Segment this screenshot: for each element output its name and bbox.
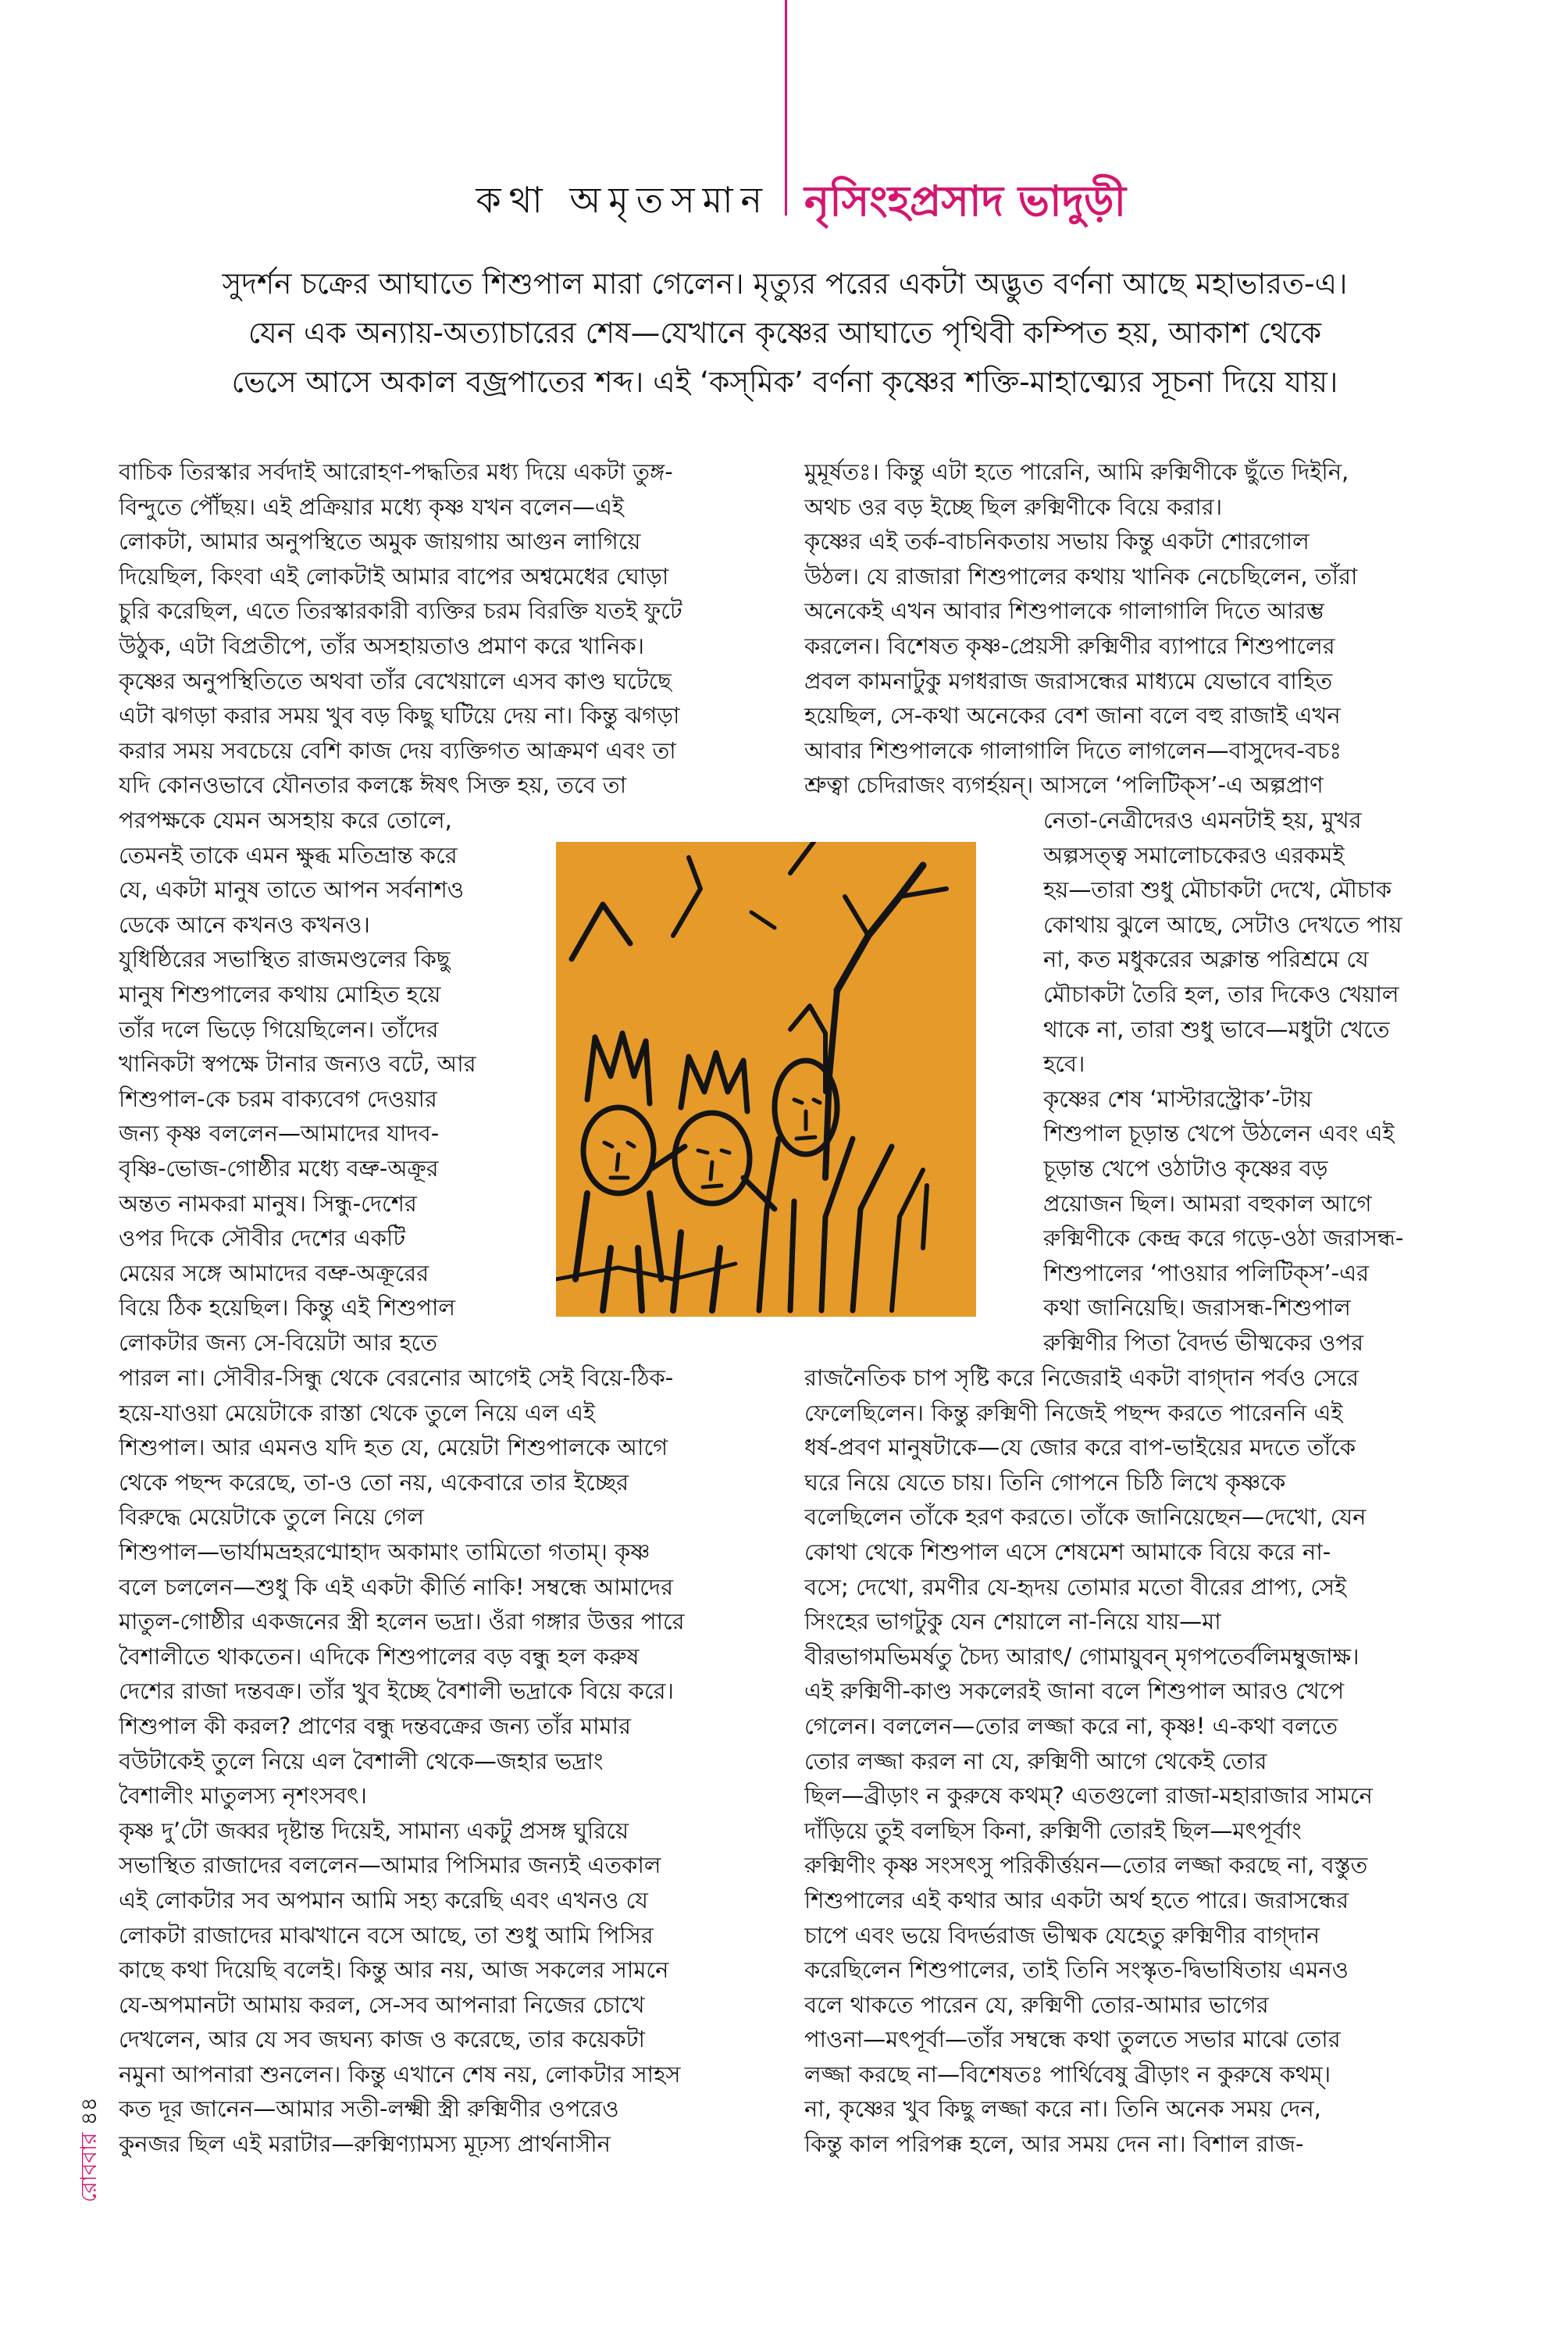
left-column-top: [119, 455, 790, 803]
text-line: শিশুপালের এই কথার আর একটা অর্থ হতে পারে। জরাসন্ধের: [804, 1886, 1349, 1913]
text-line: মৌচাকটা তৈরি হল, তার দিকেও খেয়াল: [1043, 980, 1399, 1007]
text-line: পারল না। সৌবীর-সিন্ধু থেকে বেরনোর আগেই সেই বিয়ে-ঠিক-: [119, 1364, 674, 1391]
text-line: বৃষ্ণি-ভোজ-গোষ্ঠীর মধ্যে বভ্রু-অক্রূর: [119, 1154, 439, 1182]
text-line: অথচ ওর বড় ইচ্ছে ছিল রুক্মিণীকে বিয়ে করার।: [804, 493, 1223, 520]
text-line: বলেছিলেন তাঁকে হরণ করতে। তাঁকে জানিয়েছেন—দেখো, যেন: [804, 1503, 1367, 1531]
text-line: শিশুপাল। আর এমনও যদি হত যে, মেয়েটা শিশুপালকে আগে: [119, 1434, 668, 1461]
text-line: চাপে এবং ভয়ে বিদর্ভরাজ ভীষ্মক যেহেতু রুক্মিণীর বাগ্‌দান: [804, 1921, 1320, 1949]
text-line: লোকটার জন্য সে-বিয়েটা আর হতে: [119, 1328, 437, 1356]
text-line: কোথা থেকে শিশুপাল এসে শেষমেশ আমাকে বিয়ে করে না-: [804, 1538, 1331, 1565]
text-line: হয়ে-যাওয়া মেয়েটাকে রাস্তা থেকে তুলে নিয়ে এল এই: [119, 1399, 595, 1426]
text-line: কত দূর জানেন—আমার সতী-লক্ষ্মী স্ত্রী রুক্মিণীর ওপরেও: [119, 2095, 619, 2123]
text-line: ডেকে আনে কখনও কখনও।: [119, 911, 370, 938]
text-line: বাচিক তিরস্কার সর্বদাই আরোহণ-পদ্ধতির মধ্য দিয়ে একটা তুঙ্গ-: [119, 458, 673, 485]
author-name: নৃসিংহপ্রসাদ ভাদুড়ী: [804, 177, 1127, 226]
left-column-bottom: [119, 1360, 790, 2162]
magazine-name: রোববার: [76, 2132, 102, 2202]
text-line: বিন্দুতে পৌঁছয়। এই প্রক্রিয়ার মধ্যে কৃষ্ণ যখন বলেন—এই: [119, 493, 625, 520]
text-line: আবার শিশুপালকে গালাগালি দিতে লাগলেন—বাসুদেব-বচঃ: [804, 736, 1342, 764]
text-line: হবে।: [1043, 1050, 1085, 1078]
standfirst-line: যেন এক অন্যায়-অত্যাচারের শেষ—যেখানে কৃষ্ণের আঘাতে পৃথিবী কম্পিত হয়, আকাশ থেকে: [248, 316, 1322, 350]
text-line: কৃষ্ণের এই তর্ক-বাচনিকতায় সভায় কিন্তু একটা শোরগোল: [804, 528, 1310, 555]
text-line: বলে চললেন—শুধু কি এই একটা কীর্তি নাকি! সম্বন্ধে আমাদের: [119, 1573, 674, 1600]
text-line: অনেকেই এখন আবার শিশুপালকে গালাগালি দিতে আরম্ভ: [804, 597, 1324, 625]
page-folio: [72, 2097, 109, 2202]
text-line: চূড়ান্ত খেপে ওঠাটাও কৃষ্ণের বড়: [1043, 1154, 1328, 1182]
illustration-drawing: [556, 842, 976, 1317]
text-line: চুরি করেছিল, এতে তিরস্কারকারী ব্যক্তির চরম বিরক্তি যতই ফুটে: [119, 597, 682, 625]
right-column-top: [804, 455, 1476, 803]
text-line: বউটাকেই তুলে নিয়ে এল বৈশালী থেকে—জহার ভদ্রাং: [119, 1747, 604, 1774]
text-line: কৃষ্ণ দু’টো জব্বর দৃষ্টান্ত দিয়েই, সামান্য একটু প্রসঙ্গ ঘুরিয়ে: [119, 1817, 629, 1844]
text-line: শিশুপাল কী করল? প্রাণের বন্ধু দন্তবক্রের জন্য তাঁর মামার: [119, 1712, 631, 1739]
text-line: যে-অপমানটা আমায় করল, সে-সব আপনারা নিজের চোখে: [119, 1991, 645, 2018]
text-line: করলেন। বিশেষত কৃষ্ণ-প্রেয়সী রুক্মিণীর ব্যাপারে শিশুপালের: [804, 632, 1335, 659]
text-line: তেমনই তাকে এমন ক্ষুব্ধ মতিভ্রান্ত করে: [119, 841, 458, 868]
text-line: লোকটা রাজাদের মাঝখানে বসে আছে, তা শুধু আমি পিসির: [119, 1921, 654, 1949]
text-line: ছিল—ব্রীড়াং ন কুরুষে কথম্‌? এতগুলো রাজা-মহারাজার সামনে: [804, 1782, 1373, 1810]
text-line: পাওনা—মৎপূর্বা—তাঁর সম্বন্ধে কথা তুলতে সভার মাঝে তোর: [804, 2026, 1341, 2053]
standfirst: [117, 259, 1452, 407]
standfirst-line: সুদর্শন চক্রের আঘাতে শিশুপাল মারা গেলেন। মৃত্যুর পরের একটা অদ্ভুত বর্ণনা আছে মহাভারত-এ।: [222, 266, 1348, 301]
standfirst-line: ভেসে আসে অকাল বজ্রপাতের শব্দ। এই ‘কস্‌মিক’ বর্ণনা কৃষ্ণের শক্তি-মাহাত্ম্যের সূচনা দিয়ে যায়।: [231, 365, 1338, 399]
text-line: লজ্জা করছে না—বিশেষতঃ পার্থিবেষু ব্রীড়াং ন কুরুষে কথম্‌।: [804, 2060, 1331, 2088]
text-line: দিয়েছিল, কিংবা এই লোকটাই আমার বাপের অশ্বমেধের ঘোড়া: [119, 562, 669, 590]
text-line: যে, একটা মানুষ তাতে আপন সর্বনাশও: [119, 876, 465, 904]
text-line: দেখলেন, আর যে সব জঘন্য কাজ ও করেছে, তার কয়েকটা: [119, 2026, 645, 2053]
text-line: বৈশালীতে থাকতেন। এদিকে শিশুপালের বড় বন্ধু হল করুষ: [119, 1642, 640, 1670]
text-line: নেতা-নেত্রীদেরও এমনটাই হয়, মুখর: [1043, 807, 1362, 833]
text-line: তোর লজ্জা করল না যে, রুক্মিণী আগে থেকেই তোর: [804, 1747, 1267, 1774]
page-number: ৪৪: [76, 2097, 102, 2126]
text-line: দেশের রাজা দন্তবক্র। তাঁর খুব ইচ্ছে বৈশালী ভদ্রাকে বিয়ে করে।: [119, 1678, 674, 1705]
text-line: যুধিষ্ঠিরের সভাস্থিত রাজমণ্ডলের কিছু: [119, 946, 451, 973]
text-line: শ্রুত্বা চেদিরাজং ব্যগর্হয়ন্‌। আসলে ‘পলিটিক্‌স’-এ অল্পপ্রাণ: [804, 772, 1324, 799]
text-line: এটা ঝগড়া করার সময় খুব বড় কিছু ঘটিয়ে দেয় না। কিন্তু ঝগড়া: [119, 702, 680, 729]
text-line: মানুষ শিশুপালের কথায় মোহিত হয়ে: [119, 980, 441, 1007]
text-line: দাঁড়িয়ে তুই বলছিস কিনা, রুক্মিণী তোরই ছিল—মৎপূর্বাং: [804, 1817, 1302, 1844]
left-column-narrow: [119, 803, 509, 1360]
text-line: কৃষ্ণের শেষ ‘মাস্টারস্ট্রোক’-টায়: [1043, 1085, 1313, 1112]
text-line: এই রুক্মিণী-কাণ্ড সকলেরই জানা বলে শিশুপাল আরও খেপে: [804, 1678, 1345, 1705]
text-line: সিংহের ভাগটুকু যেন শেয়ালে না-নিয়ে যায়—মা: [804, 1608, 1221, 1635]
text-line: অল্পসত্ত্ব সমালোচকেরও এরকমই: [1043, 841, 1345, 868]
text-line: বীরভাগমভিমর্ষতু চৈদ্য আরাৎ/ গোমায়ুবন্‌ মৃগপতের্বলিমম্বুজাক্ষ।: [804, 1642, 1360, 1670]
text-line: ধর্ষ-প্রবণ মানুষটাকে—যে জোর করে বাপ-ভাইয়ের মদতে তাঁকে: [804, 1434, 1356, 1461]
right-column-bottom: [804, 1360, 1476, 2162]
text-line: রুক্মিণীং কৃষ্ণ সংসৎসু পরিকীর্ত্তয়ন—তোর লজ্জা করছে না, বস্তুত: [804, 1852, 1368, 1879]
text-line: না, কত মধুকরের অক্লান্ত পরিশ্রমে যে: [1043, 946, 1369, 973]
text-line: রাজনৈতিক চাপ সৃষ্টি করে নিজেরাই একটা বাগ্‌দান পর্বও সেরে: [804, 1364, 1359, 1391]
text-line: নমুনা আপনারা শুনলেন। কিন্তু এখানে শেষ নয়, লোকটার সাহস: [119, 2060, 681, 2088]
text-line: কুনজর ছিল এই মরাটার—রুক্মিণ্যামস্য মূঢ়স্য প্রার্থনাসীন: [119, 2131, 611, 2158]
text-line: কিন্তু কাল পরিপক্ক হলে, আর সময় দেন না। বিশাল রাজ-: [804, 2131, 1304, 2158]
text-line: জন্য কৃষ্ণ বললেন—আমাদের যাদব-: [119, 1120, 440, 1147]
text-line: উঠল। যে রাজারা শিশুপালের কথায় খানিক নেচেছিলেন, তাঁরা: [804, 562, 1358, 590]
text-line: গেলেন। বললেন—তোর লজ্জা করে না, কৃষ্ণ! এ-কথা বলতে: [804, 1712, 1338, 1739]
text-line: যদি কোনওভাবে যৌনতার কলঙ্কে ঈষৎ সিক্ত হয়, তবে তা: [119, 772, 627, 799]
text-line: বলে থাকতে পারেন যে, রুক্মিণী তোর-আমার ভাগের: [804, 1991, 1269, 2018]
text-line: না, কৃষ্ণের খুব কিছু লজ্জা করে না। তিনি অনেক সময় দেন,: [804, 2095, 1321, 2123]
text-line: শিশুপাল চূড়ান্ত খেপে উঠলেন এবং এই: [1043, 1120, 1395, 1147]
text-line: পরপক্ষকে যেমন অসহায় করে তোলে,: [119, 807, 452, 833]
text-line: হয়েছিল, সে-কথা অনেকের বেশ জানা বলে বহু রাজাই এখন: [804, 702, 1341, 729]
text-line: সভাস্থিত রাজাদের বললেন—আমার পিসিমার জন্যই এতকাল: [119, 1852, 661, 1879]
text-line: কোথায় ঝুলে আছে, সেটাও দেখতে পায়: [1043, 911, 1402, 938]
text-line: কথা জানিয়েছি। জরাসন্ধ-শিশুপাল: [1043, 1294, 1351, 1321]
text-line: ফেলেছিলেন। কিন্তু রুক্মিণী নিজেই পছন্দ করতে পারেননি এই: [804, 1399, 1343, 1426]
text-line: বসে; দেখো, রমণীর যে-হৃদয় তোমার মতো বীরের প্রাপ্য, সেই: [804, 1573, 1347, 1600]
right-column-narrow: [1043, 803, 1434, 1360]
text-line: প্রবল কামনাটুকু মগধরাজ জরাসন্ধের মাধ্যমে যেভাবে বাহিত: [804, 667, 1333, 694]
text-line: এই লোকটার সব অপমান আমি সহ্য করেছি এবং এখনও যে: [119, 1886, 648, 1913]
text-line: প্রয়োজন ছিল। আমরা বহুকাল আগে: [1043, 1189, 1372, 1217]
illustration: [556, 842, 976, 1317]
text-line: রুক্মিণীকে কেন্দ্র করে গড়ে-ওঠা জরাসন্ধ-: [1043, 1225, 1404, 1252]
text-line: রুক্মিণীর পিতা বৈদর্ভ ভীষ্মকের ওপর: [1043, 1328, 1364, 1356]
text-line: শিশুপালের ‘পাওয়ার পলিটিক্‌স’-এর: [1043, 1259, 1370, 1286]
text-line: কৃষ্ণের অনুপস্থিতিতে অথবা তাঁর বেখেয়ালে এসব কাণ্ড ঘটেছে: [119, 667, 672, 694]
text-line: হয়—তারা শুধু মৌচাকটা দেখে, মৌচাক: [1043, 876, 1392, 904]
text-line: করেছিলেন শিশুপালের, তাই তিনি সংস্কৃত-দ্বিভাষিতায় এমনও: [804, 1956, 1349, 1984]
text-line: বিরুদ্ধে মেয়েটাকে তুলে নিয়ে গেল: [119, 1503, 424, 1531]
text-line: মেয়ের সঙ্গে আমাদের বভ্রু-অক্রূরের: [119, 1259, 429, 1286]
text-line: শিশুপাল-কে চরম বাক্যবেগ দেওয়ার: [119, 1085, 437, 1112]
text-line: করার সময় সবচেয়ে বেশি কাজ দেয় ব্যক্তিগত আক্রমণ এবং তা: [119, 736, 676, 764]
header-divider-line: [785, 0, 787, 216]
text-line: খানিকটা স্বপক্ষে টানার জন্যও বটে, আর: [119, 1050, 476, 1078]
text-line: থেকে পছন্দ করেছে, তা-ও তো নয়, একেবারে তার ইচ্ছের: [119, 1468, 629, 1496]
column-title: কথা অমৃতসমান: [476, 179, 770, 221]
text-line: তাঁর দলে ভিড়ে গিয়েছিলেন। তাঁদের: [119, 1015, 439, 1043]
text-line: থাকে না, তারা শুধু ভাবে—মধুটা খেতে: [1043, 1015, 1390, 1043]
text-line: শিশুপাল—ভার্যামভ্রহরণ্মোহাদ অকামাং তামিতো গতাম্‌। কৃষ্ণ: [119, 1538, 650, 1565]
text-line: বৈশালীং মাতুলস্য নৃশংসবৎ।: [119, 1782, 367, 1810]
text-line: ঘরে নিয়ে যেতে চায়। তিনি গোপনে চিঠি লিখে কৃষ্ণকে: [804, 1468, 1286, 1496]
text-line: মাতুল-গোষ্ঠীর একজনের স্ত্রী হলেন ভদ্রা। ওঁরা গঙ্গার উত্তর পারে: [119, 1608, 685, 1635]
text-line: ওপর দিকে সৌবীর দেশের একটি: [119, 1225, 406, 1252]
text-line: বিয়ে ঠিক হয়েছিল। কিন্তু এই শিশুপাল: [119, 1294, 456, 1321]
text-line: মুমূর্ষতঃ। কিন্তু এটা হতে পারেনি, আমি রুক্মিণীকে ছুঁতে দিইনি,: [804, 458, 1349, 485]
text-line: লোকটা, আমার অনুপস্থিতে অমুক জায়গায় আগুন লাগিয়ে: [119, 528, 641, 555]
text-line: অন্তত নামকরা মানুষ। সিন্ধু-দেশের: [119, 1189, 417, 1217]
text-line: কাছে কথা দিয়েছি বলেই। কিন্তু আর নয়, আজ সকলের সামনে: [119, 1956, 669, 1984]
text-line: উঠুক, এটা বিপ্রতীপে, তাঁর অসহায়তাও প্রমাণ করে খানিক।: [119, 632, 645, 659]
